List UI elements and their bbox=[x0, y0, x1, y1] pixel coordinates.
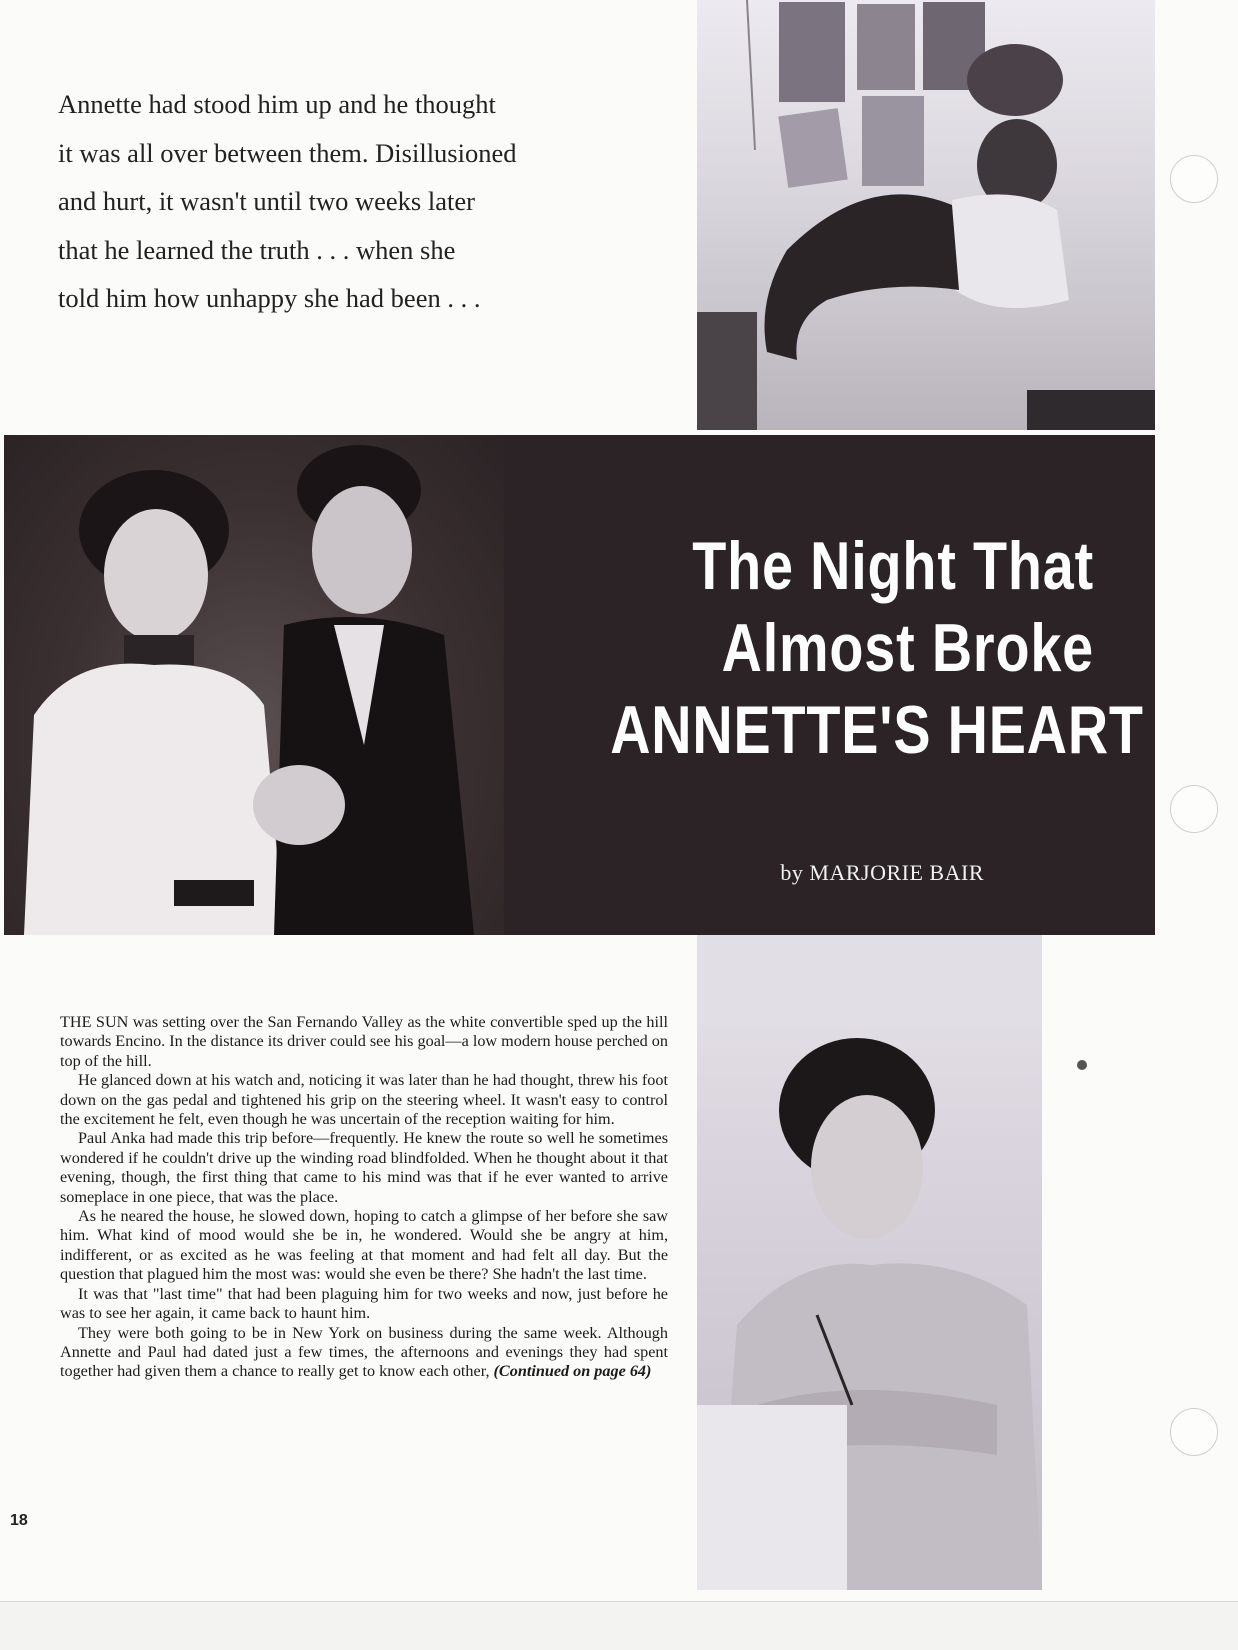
article-paragraph bbox=[60, 1324, 668, 1382]
article-paragraph: Paul Anka had made this trip before—frequently. He knew the route so well he sometimes wondered if he couldn't drive up the winding road blindfolded. When he thought about it that evening, though, the first thing that came to his mind was that if he ever wanted to arrive someplace in one piece, that was the place. bbox=[60, 1129, 668, 1206]
print-speck bbox=[1077, 1060, 1087, 1070]
page-number: 18 bbox=[10, 1512, 28, 1529]
intro-line: that he learned the truth . . . when she bbox=[58, 234, 456, 265]
intro-deck bbox=[58, 80, 658, 323]
headline-line: Almost Broke bbox=[721, 610, 1094, 686]
headline-title bbox=[610, 525, 1144, 771]
intro-line: told him how unhappy she had been . . . bbox=[58, 283, 481, 313]
intro-line: and hurt, it wasn't until two weeks later bbox=[58, 186, 475, 216]
photo-annette-and-paul bbox=[4, 435, 504, 935]
binder-hole bbox=[1170, 785, 1218, 833]
article-paragraph: He glanced down at his watch and, noticing it was later than he had thought, threw his foot down on the gas pedal and tightened his grip on the steering wheel. It wasn't easy to control the excitement he felt, even though he was uncertain of the reception waiting for him. bbox=[60, 1071, 668, 1129]
intro-line: Annette had stood him up and he thought bbox=[58, 89, 496, 119]
headline-line: ANNETTE'S HEART bbox=[610, 692, 1144, 768]
headline-line: The Night That bbox=[692, 528, 1094, 604]
article-paragraph: THE SUN was setting over the San Fernando Valley as the white convertible sped up the hill towards Encino. In the distance its driver could see his goal—a low modern house perched on top of the hill. bbox=[60, 1013, 668, 1070]
headline-band bbox=[4, 435, 1155, 935]
scan-margin bbox=[0, 1602, 1238, 1650]
photo-annette-and-paul-illustration bbox=[4, 435, 504, 935]
article-paragraph: As he neared the house, he slowed down, hoping to catch a glimpse of her before she saw him. What kind of mood would she be in, he wondered. Would she be angry at him, indifferent, or as excited as he was feeling at that moment and had felt all day. But the question that plagued him the most was: would she even be there? She hadn't the last time. bbox=[60, 1207, 668, 1284]
binder-hole bbox=[1170, 1408, 1218, 1456]
binder-hole bbox=[1170, 155, 1218, 203]
photo-annette-on-floor bbox=[697, 0, 1155, 430]
article-paragraph-text: They were both going to be in New York on business during the same week. Although Annette and Paul had dated just a few times, the afternoons and evenings they had spent together had given them a chance to really get to know each other, bbox=[60, 1323, 668, 1381]
byline: by MARJORIE BAIR bbox=[780, 860, 984, 885]
photo-annette-portrait-illustration bbox=[697, 935, 1042, 1590]
article-body bbox=[60, 1013, 668, 1382]
photo-annette-on-floor-illustration bbox=[697, 0, 1155, 430]
photo-annette-portrait bbox=[697, 935, 1042, 1590]
intro-line: it was all over between them. Disillusioned bbox=[58, 137, 517, 168]
article-paragraph: It was that "last time" that had been plaguing him for two weeks and now, just before he was to see her again, it came back to haunt him. bbox=[60, 1284, 668, 1323]
continued-note: (Continued on page 64) bbox=[493, 1362, 652, 1381]
